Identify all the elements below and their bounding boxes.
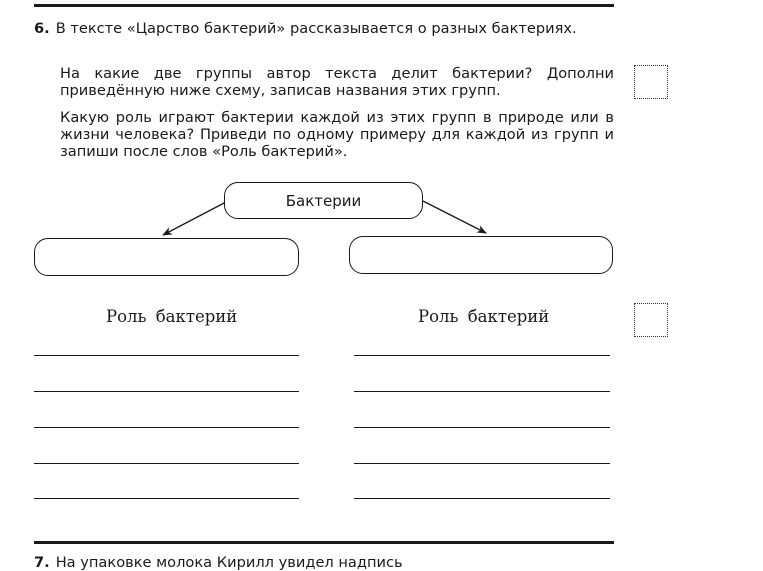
task-question-1 [34, 65, 614, 99]
task-intro-text: В тексте «Царство бактерий» рассказывается о разных бактериях. [55, 20, 577, 37]
answer-line-left-4[interactable] [34, 463, 299, 464]
group-right-answer-box[interactable] [349, 236, 613, 274]
answer-line-left-5[interactable] [34, 498, 299, 499]
role-label-right: Роль бактерий [418, 307, 550, 326]
next-task-text: На упаковке молока Кирилл увидел надпись [55, 554, 403, 571]
top-rule [34, 4, 614, 7]
score-box-2[interactable] [634, 303, 668, 337]
task-question-2 [34, 109, 614, 160]
answer-line-right-2[interactable] [354, 391, 610, 392]
answer-line-left-2[interactable] [34, 391, 299, 392]
next-task-number: 7. [34, 554, 50, 571]
arrow-right [423, 201, 486, 233]
answer-line-right-3[interactable] [354, 427, 610, 428]
arrow-left [163, 202, 226, 235]
diagram-root-node [224, 182, 423, 219]
task-number: 6. [34, 20, 50, 37]
task-intro [34, 20, 614, 37]
answer-line-left-3[interactable] [34, 427, 299, 428]
question-1-text: На какие две группы автор текста делит бактерии? Дополни приведённую ниже схему, записав названия этих групп. [60, 65, 614, 99]
bottom-rule [34, 541, 614, 544]
root-node-label: Бактерии [285, 191, 362, 210]
score-box-1[interactable] [634, 65, 668, 99]
answer-line-left-1[interactable] [34, 355, 299, 356]
answer-line-right-1[interactable] [354, 355, 610, 356]
answer-line-right-4[interactable] [354, 463, 610, 464]
answer-line-right-5[interactable] [354, 498, 610, 499]
question-2-text: Какую роль играют бактерии каждой из этих групп в природе или в жизни человека? Приведи по одному примеру для каждой из групп и запиши после слов «Роль бактерий». [60, 109, 614, 160]
role-label-left: Роль бактерий [106, 307, 238, 326]
group-left-answer-box[interactable] [34, 238, 299, 276]
